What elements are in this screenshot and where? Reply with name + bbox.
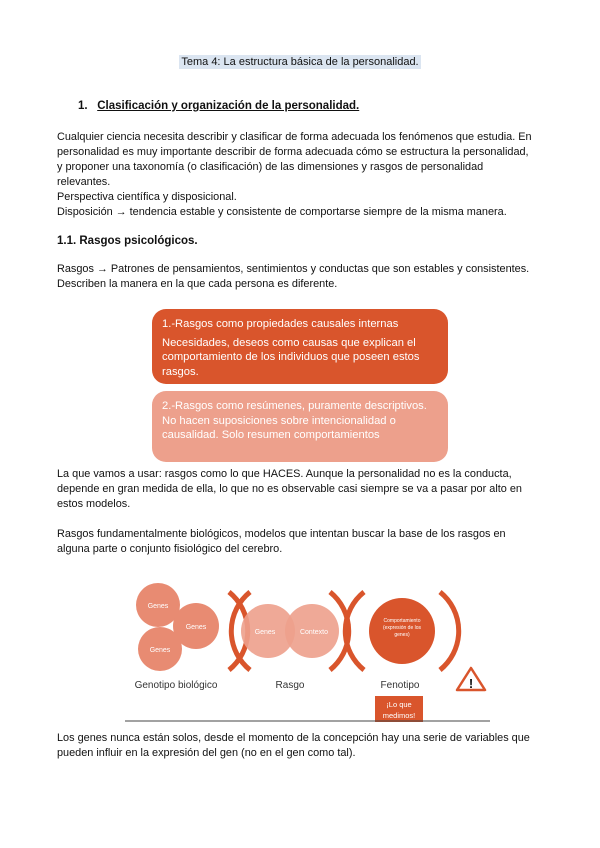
label-genotipo: Genotipo biológico [134, 680, 218, 691]
trait-box-causal-title: 1.-Rasgos como propiedades causales internas [162, 318, 399, 330]
warning-symbol: ! [468, 676, 474, 691]
genes-label-1: Genes [147, 603, 169, 610]
page-title: Tema 4: La estructura básica de la personalidad. [181, 56, 419, 68]
section-number: 1. [78, 100, 88, 112]
subsection-heading: 1.1. Rasgos psicológicos. [57, 235, 198, 247]
paragraph-usage: La que vamos a usar: rasgos como lo que HACES. Aunque la personalidad no es la conducta, depende en gran medida de ella, lo que no es observable casi siempre se va a pasar por alto en estos modelos. [57, 468, 522, 510]
genes-label-3: Genes [149, 647, 171, 654]
label-rasgo: Rasgo [275, 680, 305, 691]
note-line-1: ¡Lo que [386, 700, 412, 709]
paragraph-biological: Rasgos fundamentalmente biológicos, modelos que intentan buscar la base de los rasgos en alguna parte o conjunto fisiológico del cerebro. [57, 528, 506, 555]
note-line-2: medimos! [382, 711, 416, 720]
comportamiento-line-2: (expresión de los [382, 625, 422, 631]
rasgo-genes-label: Genes [254, 629, 276, 636]
section-heading [78, 100, 359, 112]
rasgos-definition: Rasgos → Patrones de pensamientos, sentimientos y conductas que son estables y consistentes. Describen la manera en la que cada persona es diferente. [57, 263, 530, 290]
phenotype-circle [369, 598, 435, 664]
trait-box-causal [152, 309, 448, 384]
section-heading-text: Clasificación y organización de la personalidad. [97, 100, 360, 112]
trait-box-descriptive-body: 2.-Rasgos como resúmenes, puramente descriptivos. No hacen suposiciones sobre intencionalidad o causalidad. Solo resumen comportamientos [162, 400, 427, 441]
comportamiento-line-3: genes) [394, 632, 410, 638]
trait-box-descriptive [152, 391, 448, 462]
label-fenotipo: Fenotipo [380, 680, 420, 691]
intro-paragraph: Cualquier ciencia necesita describir y clasificar de forma adecuada los fenómenos que estudia. En personalidad es muy importante describir de forma adecuada cómo se estructura la personalidad, y proponer una taxonomía (o clasificación) de las dimensiones y rasgos de personalidad relevantes. Perspectiva científica y disposicional. Disposición → tendencia estable y consistente de comportarse siempre de la misma manera. [57, 131, 532, 218]
genotype-phenotype-diagram [0, 570, 600, 730]
rasgo-contexto-label: Contexto [299, 629, 329, 636]
comportamiento-line-1: Comportamiento [383, 618, 421, 624]
genes-label-2: Genes [185, 624, 207, 631]
trait-box-causal-body: Necesidades, deseos como causas que explican el comportamiento de los individuos que poseen estos rasgos. [162, 336, 420, 378]
bracket-close-3 [440, 592, 459, 670]
paragraph-genes: Los genes nunca están solos, desde el momento de la concepción hay una serie de variables que pueden influir en la expresión del gen (no en el gen como tal). [57, 732, 530, 759]
